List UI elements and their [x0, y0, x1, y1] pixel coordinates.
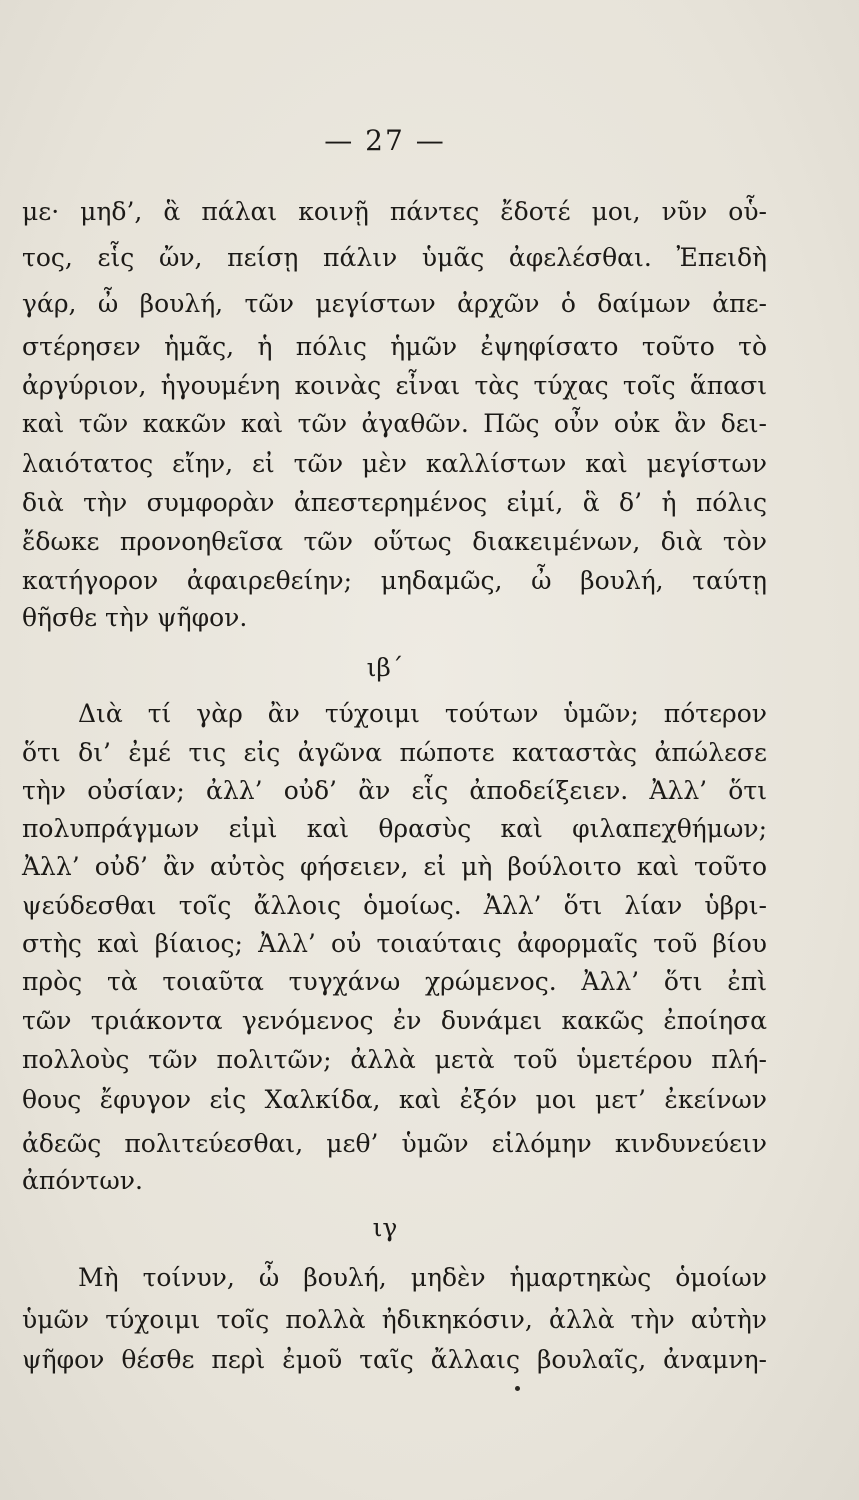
section-number: ιγ	[372, 1213, 398, 1242]
text-line: κατήγορον ἀφαιρεθείην; μηδαμῶς, ὦ βουλή, ταύτῃ	[22, 566, 767, 595]
text-line: ἀδεῶς πολιτεύεσθαι, μεθ’ ὑμῶν εἱλόμην κινδυνεύειν	[22, 1129, 767, 1158]
text-line: Μὴ τοίνυν, ὦ βουλή, μηδὲν ἡμαρτηκὼς ὁμοίων	[78, 1263, 767, 1292]
text-line: λαιότατος εἴην, εἰ τῶν μὲν καλλίστων καὶ μεγίστων	[22, 449, 767, 478]
text-line: ὅτι δι’ ἐμέ τις εἰς ἀγῶνα πώποτε καταστὰς ἀπώλεσε	[22, 738, 767, 767]
section-number: ιβ΄	[366, 653, 404, 682]
text-line: ὑμῶν τύχοιμι τοῖς πολλὰ ἠδικηκόσιν, ἀλλὰ τὴν αὐτὴν	[22, 1305, 767, 1334]
text-line: καὶ τῶν κακῶν καὶ τῶν ἀγαθῶν. Πῶς οὖν οὐκ ἂν δει-	[22, 409, 767, 438]
text-line: τῶν τριάκοντα γενόμενος ἐν δυνάμει κακῶς ἐποίησα	[22, 1006, 767, 1035]
text-line: γάρ, ὦ βουλή, τῶν μεγίστων ἀρχῶν ὁ δαίμων ἀπε-	[22, 289, 767, 318]
page-number: — 27 —	[324, 124, 446, 157]
text-line: στὴς καὶ βίαιος; Ἀλλ’ οὐ τοιαύταις ἀφορμαῖς τοῦ βίου	[22, 929, 767, 958]
text-line: ἀργύριον, ἡγουμένη κοινὰς εἶναι τὰς τύχας τοῖς ἅπασι	[22, 371, 767, 400]
text-line: ἀπόντων.	[22, 1166, 143, 1195]
text-line: πρὸς τὰ τοιαῦτα τυγχάνω χρώμενος. Ἀλλ’ ὅτι ἐπὶ	[22, 967, 767, 996]
text-line: στέρησεν ἡμᾶς, ἡ πόλις ἡμῶν ἐψηφίσατο τοῦτο τὸ	[22, 332, 767, 361]
text-line: θους ἔφυγον εἰς Χαλκίδα, καὶ ἐξόν μοι μετ’ ἐκείνων	[22, 1085, 767, 1114]
text-line: πολλοὺς τῶν πολιτῶν; ἀλλὰ μετὰ τοῦ ὑμετέρου πλή-	[22, 1045, 767, 1074]
text-line: με· μηδ’, ἃ πάλαι κοινῇ πάντες ἔδοτέ μοι, νῦν οὗ-	[22, 197, 767, 226]
text-line: ἔδωκε προνοηθεῖσα τῶν οὕτως διακειμένων, διὰ τὸν	[22, 527, 767, 556]
text-line: ψεύδεσθαι τοῖς ἄλλοις ὁμοίως. Ἀλλ’ ὅτι λίαν ὑβρι-	[22, 891, 767, 920]
text-line: Ἀλλ’ οὐδ’ ἂν αὐτὸς φήσειεν, εἰ μὴ βούλοιτο καὶ τοῦτο	[22, 852, 767, 881]
text-line: θῆσθε τὴν ψῆφον.	[22, 603, 248, 632]
text-line: πολυπράγμων εἰμὶ καὶ θρασὺς καὶ φιλαπεχθήμων;	[22, 814, 767, 843]
text-line: Διὰ τί γὰρ ἂν τύχοιμι τούτων ὑμῶν; πότερον	[78, 699, 767, 728]
ink-dot	[515, 1386, 520, 1391]
text-line: τος, εἷς ὤν, πείσῃ πάλιν ὑμᾶς ἀφελέσθαι. Ἐπειδὴ	[22, 243, 767, 272]
text-line: τὴν οὐσίαν; ἀλλ’ οὐδ’ ἂν εἷς ἀποδείξειεν. Ἀλλ’ ὅτι	[22, 776, 767, 805]
text-line: ψῆφον θέσθε περὶ ἐμοῦ ταῖς ἄλλαις βουλαῖς, ἀναμνη-	[22, 1345, 767, 1374]
text-line: διὰ τὴν συμφορὰν ἀπεστερημένος εἰμί, ἃ δ’ ἡ πόλις	[22, 488, 767, 517]
